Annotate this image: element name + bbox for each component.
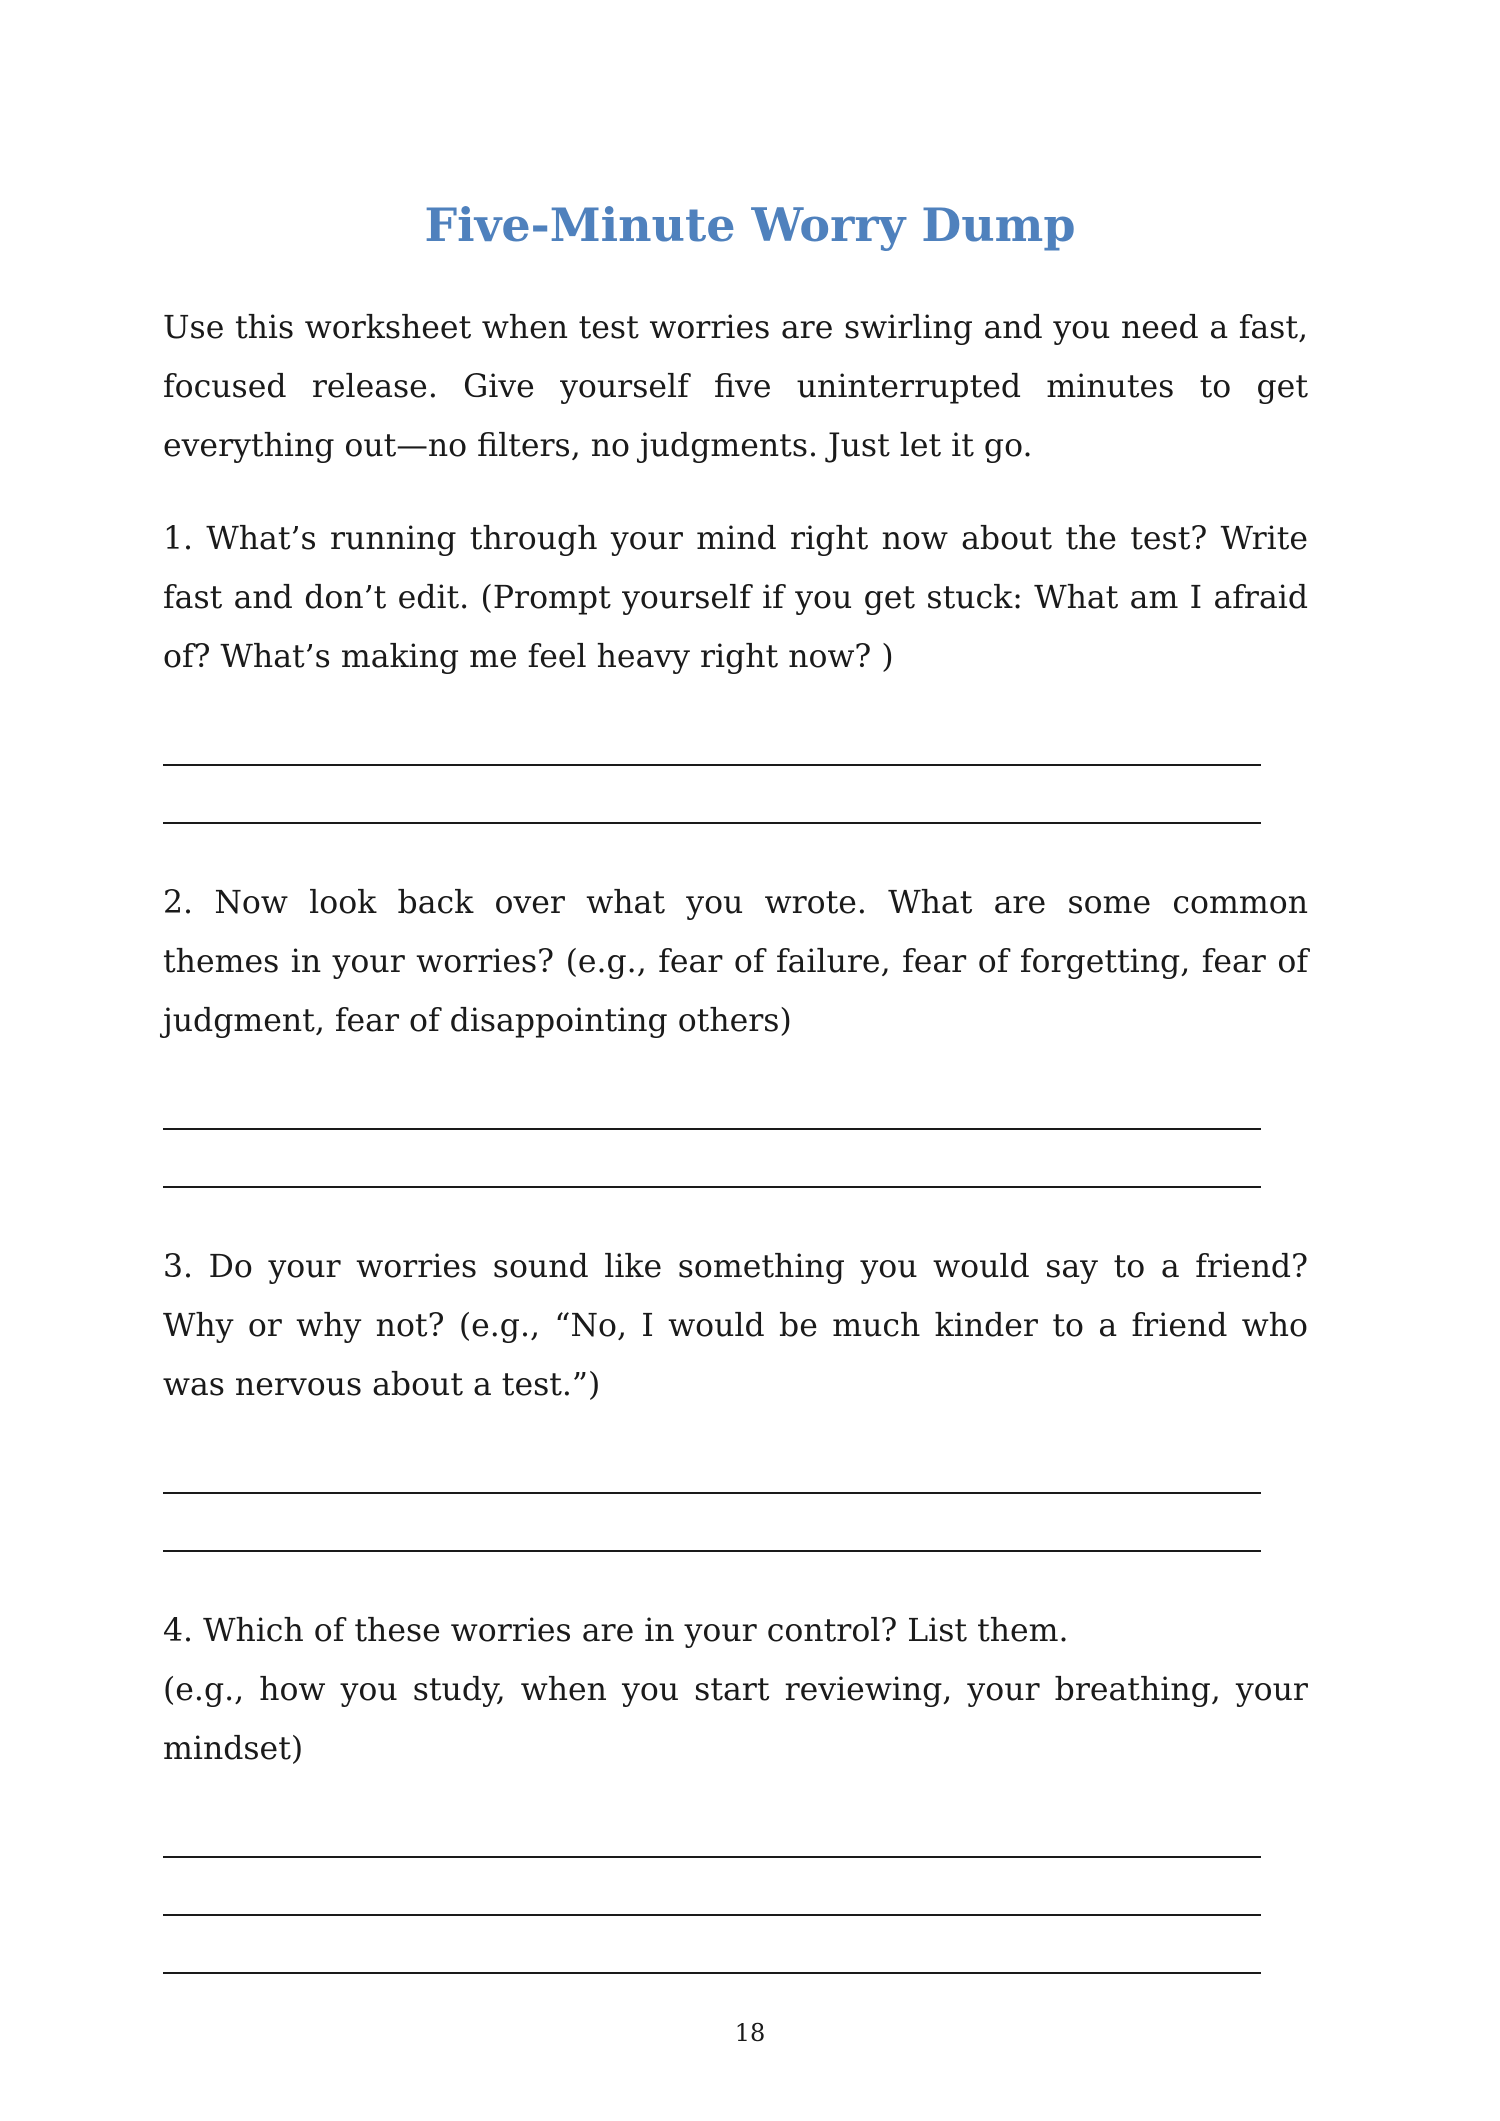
answer-line-3b[interactable] xyxy=(163,1550,1261,1552)
answer-line-4b[interactable] xyxy=(163,1914,1261,1916)
question-4-line-1: 4. Which of these worries are in your control? List them. xyxy=(163,1613,1069,1649)
answer-line-1a[interactable] xyxy=(163,764,1261,766)
page-title: Five-Minute Worry Dump xyxy=(424,198,1076,252)
question-4-line-2: (e.g., how you study, when you start reviewing, your breathing, your xyxy=(163,1672,1308,1708)
answer-line-1b[interactable] xyxy=(163,822,1261,824)
question-4-line-3: mindset) xyxy=(163,1731,304,1767)
question-4-text xyxy=(163,1602,1308,1779)
answer-line-4a[interactable] xyxy=(163,1856,1261,1858)
intro-paragraph: Use this worksheet when test worries are swirling and you need a fast, focused release. Give yourself five uninterrupted minutes to get everything out—no filters, no judgments. Just let it go. xyxy=(163,310,1308,464)
question-3-text: 3. Do your worries sound like something you would say to a friend? Why or why not? (e.g., “No, I would be much kinder to a friend who was nervous about a test.”) xyxy=(163,1249,1308,1403)
question-1-text: 1. What’s running through your mind right now about the test? Write fast and don’t edit. (Prompt yourself if you get stuck: What am I afraid of? What’s making me feel heavy right now? ) xyxy=(163,521,1308,675)
question-2-text: 2. Now look back over what you wrote. What are some common themes in your worries? (e.g., fear of failure, fear of forgetting, fear of judgment, fear of disappointing others) xyxy=(163,885,1308,1039)
answer-line-2b[interactable] xyxy=(163,1186,1261,1188)
page-number: 18 xyxy=(734,2019,766,2047)
answer-line-3a[interactable] xyxy=(163,1492,1261,1494)
answer-line-4c[interactable] xyxy=(163,1972,1261,1974)
answer-line-2a[interactable] xyxy=(163,1128,1261,1130)
